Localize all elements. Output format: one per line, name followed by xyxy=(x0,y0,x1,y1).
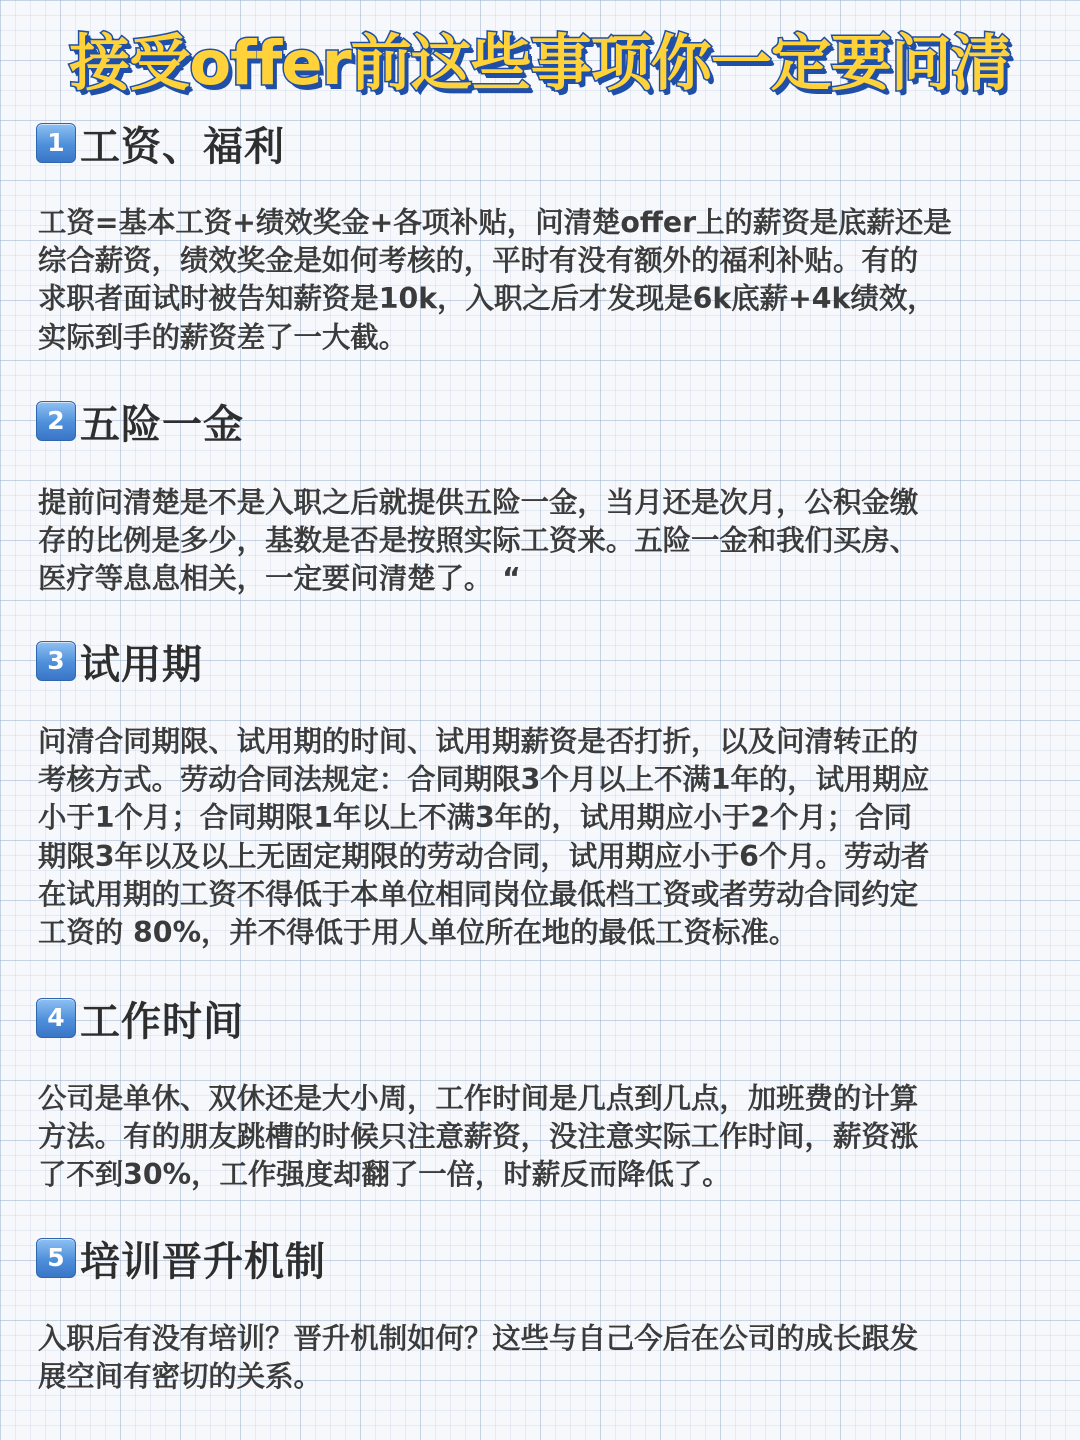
section-3-heading: 试用期 xyxy=(80,641,203,688)
keycap-number-5-icon: 5 xyxy=(36,1238,76,1278)
section-1-heading: 工资、福利 xyxy=(80,123,285,170)
keycap-number-3-icon: 3 xyxy=(36,641,76,681)
section-1-header xyxy=(36,118,285,168)
section-2-heading: 五险一金 xyxy=(80,401,244,448)
section-5-body: 入职后有没有培训？晋升机制如何？这些与自己今后在公司的成长跟发 展空间有密切的关系。 xyxy=(38,1322,919,1394)
keycap-number-2-icon: 2 xyxy=(36,401,76,441)
section-1-body: 工资=基本工资+绩效奖金+各项补贴，问清楚offer上的薪资是底薪还是 综合薪资，绩效奖金是如何考核的，平时有没有额外的福利补贴。有的 求职者面试时被告知薪资是10k，入职之后才发现是6k底薪+4k绩效， 实际到手的薪资差了一大截。 xyxy=(38,206,952,354)
page-title: 接受offer前这些事项你一定要问清 xyxy=(69,28,1011,99)
section-4-body: 公司是单休、双休还是大小周，工作时间是几点到几点，加班费的计算 方法。有的朋友跳槽的时候只注意薪资，没注意实际工作时间，薪资涨 了不到30%，工作强度却翻了一倍，时薪反而降低了。 xyxy=(38,1082,919,1192)
section-4-header xyxy=(36,993,244,1043)
section-2-body: 提前问清楚是不是入职之后就提供五险一金，当月还是次月，公积金缴 存的比例是多少，基数是否是按照实际工资来。五险一金和我们买房、 医疗等息息相关，一定要问清楚了。 “ xyxy=(38,486,919,596)
section-3-body: 问清合同期限、试用期的时间、试用期薪资是否打折，以及问清转正的 考核方式。劳动合同法规定：合同期限3个月以上不满1年的，试用期应 小于1个月；合同期限1年以上不满3年的，试用期应小于2个月；合同 期限3年以及以上无固定期限的劳动合同，试用期应小于6个月。劳动者 在试用期的工资不得低于本单位相同岗位最低档工资或者劳动合同约定 工资的 80%，并不得低于用人单位所在地的最低工资标准。 xyxy=(38,725,930,950)
keycap-number-4-icon: 4 xyxy=(36,998,76,1038)
section-4-heading: 工作时间 xyxy=(80,998,244,1045)
section-2-header xyxy=(36,396,244,446)
section-3-header xyxy=(36,636,203,686)
keycap-number-1-icon: 1 xyxy=(36,123,76,163)
section-5-heading: 培训晋升机制 xyxy=(80,1238,326,1285)
section-5-header xyxy=(36,1233,326,1283)
